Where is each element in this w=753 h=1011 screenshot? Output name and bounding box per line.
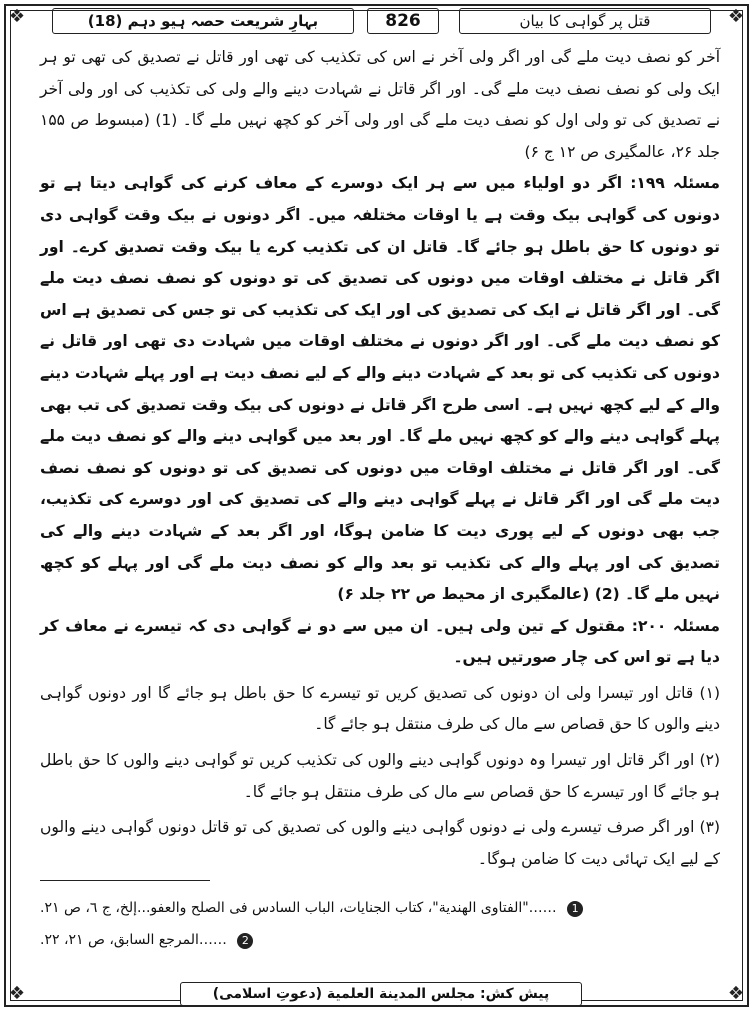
main-text bbox=[40, 42, 720, 875]
footnote-1 bbox=[40, 900, 720, 917]
corner-ornament-icon: ❖ bbox=[6, 983, 28, 1005]
footnote-text: ……"الفتاوى الهندية"، كتاب الجنايات، الباب السادس فى الصلح والعفو...إلخ، ج ٦، ص ٢١. bbox=[40, 900, 557, 916]
corner-ornament-icon: ❖ bbox=[725, 983, 747, 1005]
footnote-divider bbox=[40, 880, 210, 881]
chapter-title: قتل پر گواہی کا بیان bbox=[459, 8, 711, 34]
page-header bbox=[22, 8, 731, 34]
book-title: بہارِ شریعت حصہ ہیو دہم (18) bbox=[52, 8, 354, 34]
page-number: 826 bbox=[367, 8, 439, 34]
case-item-2: (۲) اور اگر قاتل اور تیسرا وہ دونوں گواہی دینے والوں کی تکذیب کریں تو گواہی دینے والوں کا حق باطل ہو جائے گا اور تیسرے کا حق قصاص سے مال کی طرف منتقل ہو جائے گا۔ bbox=[40, 751, 720, 801]
footnote-number-icon: 1 bbox=[567, 901, 583, 917]
case-item-1: (۱) قاتل اور تیسرا ولی ان دونوں کی تصدیق کریں تو تیسرے کا حق باطل ہو جائے گا اور دونوں گواہی دینے والوں کا حق قصاص سے مال کی طرف منتقل ہو جائے گا۔ bbox=[40, 683, 720, 734]
masla-200-paragraph: مسئلہ ۲۰۰: مقتول کے تین ولی ہیں۔ ان میں سے دو نے گواہی دی کہ تیسرے نے معاف کر دیا ہے تو اس کی چار صورتیں ہیں۔ bbox=[40, 616, 720, 667]
footnote-number-icon: 2 bbox=[237, 933, 253, 949]
masla-199-paragraph: مسئلہ ۱۹۹: اگر دو اولیاء میں سے ہر ایک دوسرے کے معاف کرنے کی گواہی دیتا ہے تو دونوں کی گواہی بیک وقت ہے یا اوقات مختلفہ میں۔ اگر دونوں نے بیک وقت گواہی دی تو دونوں کا حق باطل ہو جائے گا۔ قاتل ان کی تکذیب کرے یا بیک وقت تصدیق کرے۔ اور اگر قاتل نے مختلف اوقات میں دونوں کی تصدیق کی تو دونوں کو نصف نصف دیت ملے گی۔ اور اگر قاتل نے ایک کی تصدیق کی اور ایک کی تکذیب کی تو جس کی تصدیق ہے اس کو نصف دیت ملے گی۔ اور اگر دونوں نے مختلف اوقات میں شہادت دی تھی اور قاتل نے دونوں کی تکذیب کی تو بعد کے شہادت دینے والے کے لیے نصف دیت ہے اور پہلے شہادت دینے والے کے لیے کچھ نہیں ہے۔ اسی طرح اگر قاتل نے دونوں کی بیک وقت تصدیق کی تب بھی پہلے گواہی دینے والے کو کچھ نہیں ملے گا۔ اور بعد میں گواہی دینے والے کو نصف دیت ملے گی۔ اور اگر قاتل نے مختلف اوقات میں دونوں کی تصدیق کی تو دونوں کو نصف نصف دیت ملے گی اور اگر قاتل نے پہلے گواہی دینے والے کی تصدیق کی اور دوسرے کی تکذیب، جب بھی دونوں کے لیے پوری دیت کا ضامن ہوگا، اور اگر بعد کے شہادت دینے والے کی تصدیق کی اور پہلے والے کی تکذیب تو بعد والے کو نصف دیت ملے گی اور پہلے کو کچھ نہیں ملے گا۔ (2) (عالمگیری از محیط ص ۲۲ جلد ۶) bbox=[40, 174, 720, 604]
corner-ornament-icon: ❖ bbox=[6, 6, 28, 28]
publisher-footer: پیش کش: مجلس المدينة العلمية (دعوتِ اسلامی) bbox=[180, 982, 582, 1006]
footnote-text: ……المرجع السابق، ص ٢١، ٢٢. bbox=[40, 932, 227, 948]
corner-ornament-icon: ❖ bbox=[725, 6, 747, 28]
case-item-3: (۳) اور اگر صرف تیسرے ولی نے دونوں گواہی دینے والوں کی تصدیق کی تو قاتل دونوں گواہی دینے والوں کے لیے ایک تہائی دیت کا ضامن ہوگا۔ bbox=[40, 818, 720, 868]
paragraph: آخر کو نصف دیت ملے گی اور اگر ولی آخر نے اس کی تکذیب کی تھی اور قاتل نے تصدیق کی تھی تو ہر ایک ولی کو نصف نصف دیت ملے گی۔ اور اگر قاتل نے شہادت دینے والے ولی کی تکذیب کی اور ولی آخر نے تصدیق کی تو ولی اول کو نصف دیت ملے گی اور ولی آخر کو کچھ نہیں ملے گا۔ (1) (مبسوط ص ۱۵۵ جلد ۲۶، عالمگیری ص ۱۲ ج ۶) bbox=[40, 48, 721, 161]
footnote-2 bbox=[40, 932, 720, 949]
